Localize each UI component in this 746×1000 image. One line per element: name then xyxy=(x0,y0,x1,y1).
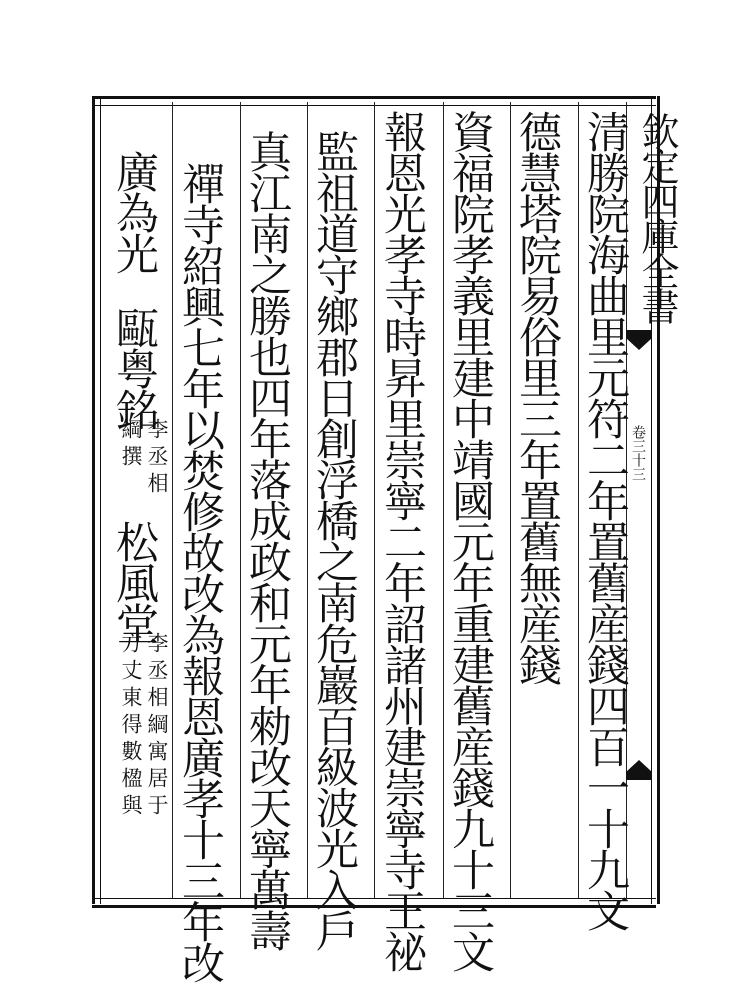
text-column-6: 真江南之勝也四年落成政和元年勑改天寧萬壽 xyxy=(242,130,292,950)
column-rule xyxy=(578,102,579,898)
hall-name: 松風堂 xyxy=(109,520,159,643)
text-column-7: 禪寺紹興七年以焚修故改為報恩廣孝十三年改 xyxy=(175,162,225,982)
text-column-5: 監祖道守鄉郡日創浮橋之南危巖百級波光入戶 xyxy=(309,130,359,950)
column-rule xyxy=(374,102,375,898)
hall-note-right: 李丞相綱寓居于 xyxy=(145,632,169,821)
text-column-2: 德慧塔院易俗里三年置舊無産錢 xyxy=(512,110,562,684)
book-title: 欽定四庫全書 xyxy=(635,112,679,322)
hall-note-left: 方丈東得數楹與 xyxy=(119,632,143,821)
frame-left-border xyxy=(92,96,101,904)
column-rule xyxy=(172,102,173,898)
text-column-8-head: 廣為光 xyxy=(109,150,159,273)
juan-number: 卷三十三 xyxy=(630,425,646,481)
author-note-right: 李丞相 xyxy=(145,418,169,499)
text-column-4: 報恩光孝寺時昇里崇寧二年詔諸州建崇寧寺王祕 xyxy=(377,110,427,971)
author-note-left: 綱撰 xyxy=(119,418,143,472)
text-column-1: 清勝院海曲里元符二年置舊産錢四百一十九文 xyxy=(580,110,630,930)
column-rule xyxy=(510,102,511,898)
text-column-3: 資福院孝義里建中靖國元年重建舊産錢九十三文 xyxy=(445,110,495,971)
column-rule xyxy=(307,102,308,898)
inscription-title: 甌粤銘 xyxy=(109,306,159,429)
column-rule xyxy=(240,102,241,898)
column-rule xyxy=(443,102,444,898)
